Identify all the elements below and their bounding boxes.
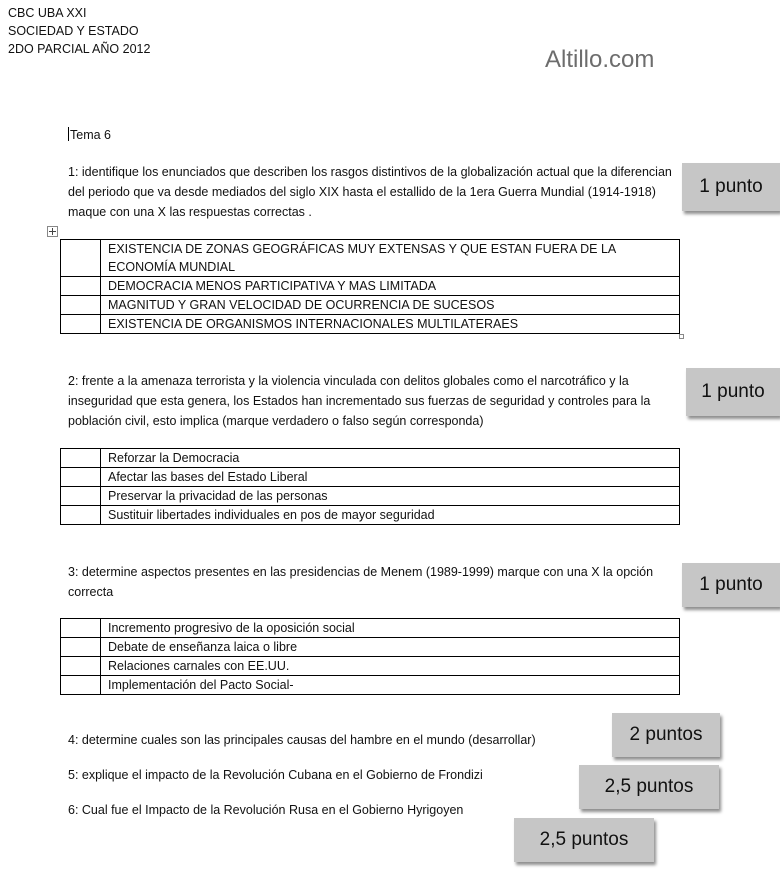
option-text: DEMOCRACIA MENOS PARTICIPATIVA Y MAS LIMITADA	[101, 277, 680, 296]
option-text: EXISTENCIA DE ZONAS GEOGRÁFICAS MUY EXTENSAS Y QUE ESTAN FUERA DE LA ECONOMÍA MUNDIAL	[101, 240, 680, 277]
option-text: MAGNITUD Y GRAN VELOCIDAD DE OCURRENCIA DE SUCESOS	[101, 296, 680, 315]
question-2-options-table	[60, 448, 680, 525]
table-row	[61, 240, 680, 277]
question-3-points: 1 punto	[682, 563, 780, 607]
answer-cell[interactable]	[61, 657, 101, 676]
document-header	[8, 4, 150, 58]
table-resize-handle[interactable]	[679, 334, 684, 339]
table-row	[61, 449, 680, 468]
question-3-text: 3: determine aspectos presentes en las presidencias de Menem (1989-1999) marque con una X la opción correcta	[68, 565, 654, 599]
answer-cell[interactable]	[61, 619, 101, 638]
table-row	[61, 487, 680, 506]
option-text: Preservar la privacidad de las personas	[101, 487, 680, 506]
question-1-options-table	[60, 239, 680, 334]
question-3-options-table	[60, 618, 680, 695]
header-line-3: 2DO PARCIAL AÑO 2012	[8, 42, 151, 56]
answer-cell[interactable]	[61, 449, 101, 468]
question-4-text: 4: determine cuales son las principales causas del hambre en el mundo (desarrollar)	[68, 733, 536, 747]
answer-cell[interactable]	[61, 487, 101, 506]
answer-cell[interactable]	[61, 315, 101, 334]
question-1-text: 1: identifique los enunciados que describen los rasgos distintivos de la globalización actual que la diferencian del periodo que va desde mediados del siglo XIX hasta el estallido de la 1era Guerra Mundial (1914-1918) maque con una X las respuestas correctas .	[68, 165, 672, 219]
table-row	[61, 296, 680, 315]
table-row	[61, 638, 680, 657]
question-2-text: 2: frente a la amenaza terrorista y la violencia vinculada con delitos globales como el narcotráfico y la inseguridad que esta genera, los Estados han incrementado sus fuerzas de seguridad y controles para la población civil, esto implica (marque verdadero o falso según corresponda)	[68, 374, 651, 428]
answer-cell[interactable]	[61, 468, 101, 487]
answer-cell[interactable]	[61, 506, 101, 525]
table-row	[61, 468, 680, 487]
answer-cell[interactable]	[61, 676, 101, 695]
header-line-2: SOCIEDAD Y ESTADO	[8, 24, 139, 38]
option-text: Incremento progresivo de la oposición social	[101, 619, 680, 638]
question-2-points: 1 punto	[686, 368, 780, 416]
tema-heading[interactable]	[68, 127, 111, 142]
question-6-text: 6: Cual fue el Impacto de la Revolución Rusa en el Gobierno Hyrigoyen	[68, 803, 464, 817]
option-text: Debate de enseñanza laica o libre	[101, 638, 680, 657]
question-5-points: 2,5 puntos	[579, 765, 719, 809]
answer-cell[interactable]	[61, 240, 101, 277]
option-text: Implementación del Pacto Social-	[101, 676, 680, 695]
table-move-handle-icon[interactable]	[47, 226, 58, 237]
option-text: EXISTENCIA DE ORGANISMOS INTERNACIONALES MULTILATERAES	[101, 315, 680, 334]
answer-cell[interactable]	[61, 296, 101, 315]
answer-cell[interactable]	[61, 638, 101, 657]
table-row	[61, 657, 680, 676]
option-text: Reforzar la Democracia	[101, 449, 680, 468]
table-row	[61, 315, 680, 334]
answer-cell[interactable]	[61, 277, 101, 296]
header-line-1: CBC UBA XXI	[8, 6, 87, 20]
table-row	[61, 506, 680, 525]
table-row	[61, 619, 680, 638]
question-1-points: 1 punto	[682, 163, 780, 211]
brand-watermark: Altillo.com	[545, 46, 655, 73]
table-row	[61, 277, 680, 296]
text-cursor	[68, 127, 69, 141]
question-4-points: 2 puntos	[612, 713, 720, 757]
tema-label: Tema 6	[70, 128, 111, 142]
option-text: Afectar las bases del Estado Liberal	[101, 468, 680, 487]
question-5-text: 5: explique el impacto de la Revolución Cubana en el Gobierno de Frondizi	[68, 768, 483, 782]
question-6-points: 2,5 puntos	[514, 818, 654, 862]
table-row	[61, 676, 680, 695]
option-text: Relaciones carnales con EE.UU.	[101, 657, 680, 676]
option-text: Sustituir libertades individuales en pos de mayor seguridad	[101, 506, 680, 525]
